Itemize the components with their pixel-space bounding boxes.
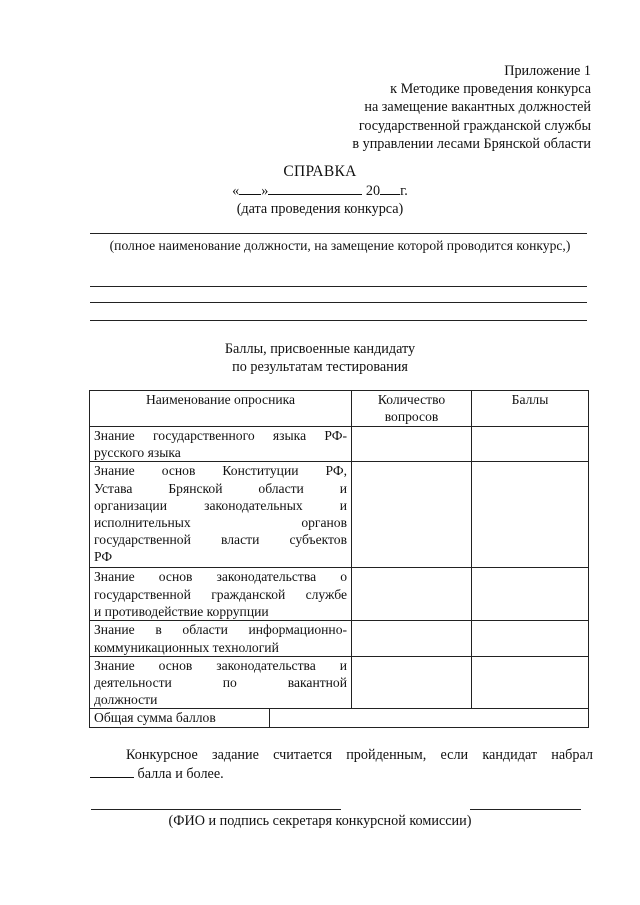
row-name-line: коммуникационных технологий xyxy=(94,639,279,655)
questions-cell[interactable] xyxy=(352,427,472,462)
table-header-row xyxy=(90,391,589,427)
signature-caption: (ФИО и подпись секретаря конкурсной комиссии) xyxy=(168,813,472,829)
points-cell[interactable] xyxy=(472,427,589,462)
table-row xyxy=(90,568,589,621)
score-caption-line: по результатам тестирования xyxy=(232,358,408,375)
blank-rule xyxy=(90,320,587,321)
row-name-line: должности xyxy=(94,692,158,708)
document-title: СПРАВКА xyxy=(283,163,357,180)
open-quote: « xyxy=(232,182,240,199)
header-name: Наименование опросника xyxy=(90,391,352,427)
questions-cell[interactable] xyxy=(352,568,472,621)
total-label: Общая сумма баллов xyxy=(90,709,270,728)
blank-rule xyxy=(90,302,587,303)
close-quote: » xyxy=(261,182,269,199)
row-name-line: государственной власти субъектов xyxy=(94,532,348,548)
day-blank xyxy=(239,182,261,195)
year-blank xyxy=(380,182,400,195)
row-name xyxy=(90,462,352,568)
position-caption: (полное наименование должности, на замещение которой проводится конкурс,) xyxy=(109,238,571,253)
appendix-header-line: на замещение вакантных должностей xyxy=(364,99,591,116)
table-row xyxy=(90,427,589,462)
points-cell[interactable] xyxy=(472,568,589,621)
threshold-blank[interactable] xyxy=(90,765,134,778)
points-cell[interactable] xyxy=(472,621,589,656)
date-caption: (дата проведения конкурса) xyxy=(236,201,404,217)
pass-note-line: Конкурсное задание считается пройденным, если кандидат набрал xyxy=(126,747,593,763)
row-name-line: Знание основ Конституции РФ, xyxy=(94,463,348,479)
table-row xyxy=(90,656,589,709)
total-value-cell[interactable] xyxy=(270,709,589,728)
header-questions: Количество вопросов xyxy=(352,391,472,427)
row-name-line: и противодействие коррупции xyxy=(94,603,269,619)
questions-cell[interactable] xyxy=(352,462,472,568)
row-name-line: Знание государственного языка РФ- xyxy=(94,428,348,443)
questions-cell[interactable] xyxy=(352,656,472,709)
appendix-header-line: к Методике проведения конкурса xyxy=(390,81,591,98)
row-name-line: государственной гражданской службе xyxy=(94,586,348,602)
row-name xyxy=(90,568,352,621)
row-name-line: исполнительных органов xyxy=(94,515,348,531)
points-cell[interactable] xyxy=(472,462,589,568)
year-suffix: г. xyxy=(400,182,408,199)
scores-table xyxy=(89,390,589,728)
row-name-line: Знание основ законодательства о xyxy=(94,569,348,585)
score-caption-line: Баллы, присвоенные кандидату xyxy=(224,341,416,357)
table-row xyxy=(90,621,589,656)
appendix-header-line: Приложение 1 xyxy=(504,63,591,79)
row-name xyxy=(90,621,352,656)
table-total-row xyxy=(90,709,589,728)
month-blank xyxy=(268,182,362,195)
pass-note xyxy=(90,746,593,783)
row-name-line: деятельности по вакантной xyxy=(94,675,348,691)
pass-note-suffix: балла и более. xyxy=(137,765,224,782)
header-points: Баллы xyxy=(472,391,589,427)
row-name-line: русского языка xyxy=(94,445,181,461)
appendix-header-line: государственной гражданской службы xyxy=(358,117,591,134)
pass-note-line2 xyxy=(90,765,593,784)
row-name xyxy=(90,656,352,709)
title-block xyxy=(0,163,640,219)
row-name-line: Устава Брянской области и xyxy=(94,480,348,496)
row-name xyxy=(90,427,352,462)
questions-cell[interactable] xyxy=(352,621,472,656)
signature-line xyxy=(470,809,581,810)
appendix-header-line: в управлении лесами Брянской области xyxy=(352,135,591,152)
year-prefix: 20 xyxy=(365,182,381,199)
date-line xyxy=(0,182,640,201)
row-name-line: РФ xyxy=(94,549,113,565)
row-name-line: Знание в области информационно- xyxy=(94,622,348,638)
table-row xyxy=(90,462,589,568)
score-caption xyxy=(0,341,640,376)
points-cell[interactable] xyxy=(472,656,589,709)
row-name-line: Знание основ законодательства и xyxy=(94,657,348,673)
row-name-line: организации законодательных и xyxy=(94,497,348,513)
position-rule xyxy=(90,233,587,234)
fio-signature-line xyxy=(91,809,341,810)
appendix-header xyxy=(271,62,591,153)
blank-rule xyxy=(90,286,587,287)
